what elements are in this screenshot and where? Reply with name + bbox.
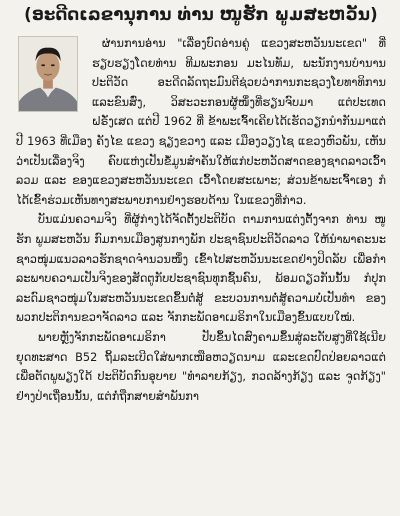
paragraph-2: ບັນແມ່ນຄວາມຈິງ ທີ່ຜູ້ກ່າງໄດ້ຈັດຕັ້ງປະຕິບັດ ຕາມການແຕ່ງຕັ້ງຈາກ ທ່ານ ໜູຮັກ ພູມສະຫວັນ ກົມການເມືອງສູນກາງພັກ ປະຊາຊົນປະຕິວັດລາວ ໃຫ້ນຳພາຄະນະຊາວໜຸ່ມແນວລາວຮັກຊາດຈຳນວນໜຶ່ງ ເຂົ້າໄປສະຫວັນນະເຂດຢ່າງປິດລັບ ເພື່ອກຳລະພາບຄວາມເປັນຈິງຂອງສັດຕູກັບປະຊາຊົນທຸກຊົ້ນຄົນ, ພ້ອມດຽວກັນນັ້ນ ກໍປຸກລະດົມຊາວໜຸ່ມໃນສະຫວັນນະເຂດຂຶ້ນຕໍ່ສູ້ ຂະບວນການຕໍ່ສູ້ຄວາມບໍ່ເປັນທຳ ຂອງພວກປະຕິການຂວາຈັດລາວ ແລະ ຈັກກະພັດອາເມຣິກາໃນເມືອງຂົ້ນແບບໃໝ່.	[16, 213, 386, 325]
document-title: (ອະດີດເລຂານຸການ ທ່ານ ໜູຮັກ ພູມສະຫວັນ)	[24, 5, 378, 24]
portrait-photo-icon	[19, 37, 77, 111]
article-body	[16, 34, 386, 406]
portrait-photo	[18, 36, 78, 112]
paragraph-3: ພາຍຫຼັງຈັກກະພັດອາເມຣິກາ ປັບຂຶ້ນໄດສົງຄາມຂຶ້ນສູ່ລະດັບສູງທີ່ໃຊ້ເນີຍຍຸດທະສາດ B52 ຖິ້ມລະເບີດໃສ່ພາກເໜືອຫວຽດນາມ ແລະເຂດປົດປ່ອຍລາວແຕ່ເພື່ອຕັດພູພຽງໃດ້ ປະຕິບັດກົນອຸບາຍ "ທຳລາຍກ້ຽງ, ກວດລ້າງກ້ຽງ ແລະ ຈູດກ້ຽງ" ຢ່າງປ່າເຖື່ອນນັ້ນ, ແຕ່ກໍ່ຖືກສາຍສຳພັນກາ	[16, 330, 386, 403]
paragraph-1: ຜ່ານການອ່ານ "ເລື່ອງບົດອ່ານຄູ່ ແຂວງສະຫວັນນະເຂດ" ທີ່ຮຽບຮຽງໂດຍທ່ານ ທີມພະກອນ ມະໄນທັມ, ພະນັກງານບຳນານປະຕິວັດ ອະດີດລັດຖະມົນຕີຊ່ວຍວ່າການກະຊວງໂຍທາທິການ ແລະຂົນສົ່ງ, ວິສະວະກອນຜູ້ໜຶ່ງທີ່ຮຽນຈົບມາ ແຕ່ປະເທດຝຣັ່ງເສດ ແຕ່ປີ 1962 ທີ່ ຂ້າພະເຈົ້າເຄີຍໄດ້ເຮັດວຽກນຳກັນມາແຕ່ປີ 1963 ທີ່ເມືອງ ຄັງໄຂ ແຂວງ ຊຽງຂວາງ ແລະ ເມືອງວຽງໄຊ ແຂວງຫົວພັນ, ເຫັນວ່າເປັນເລື່ອງຈິງ ຄົບແຫ່ງເປັນຂໍ້ມູນສຳຄັນໃຫ້ແກ່ປະຫວັດສາດຂອງຊາດລາວເວົ້າລວມ ແລະ ຂອງແຂວງສະຫວັນນະເຂດ ເວົ້າໂດຍສະເພາະ; ສ່ວນຂ້າພະເຈົ້າເອງ ກໍໄດ້ເຂົ້າຮ່ວມເຫັນທາງສະພາບການຢ່າງຮອບດ້ານ ໃນແຂວງທີ່ກ່າວ.	[16, 37, 386, 207]
